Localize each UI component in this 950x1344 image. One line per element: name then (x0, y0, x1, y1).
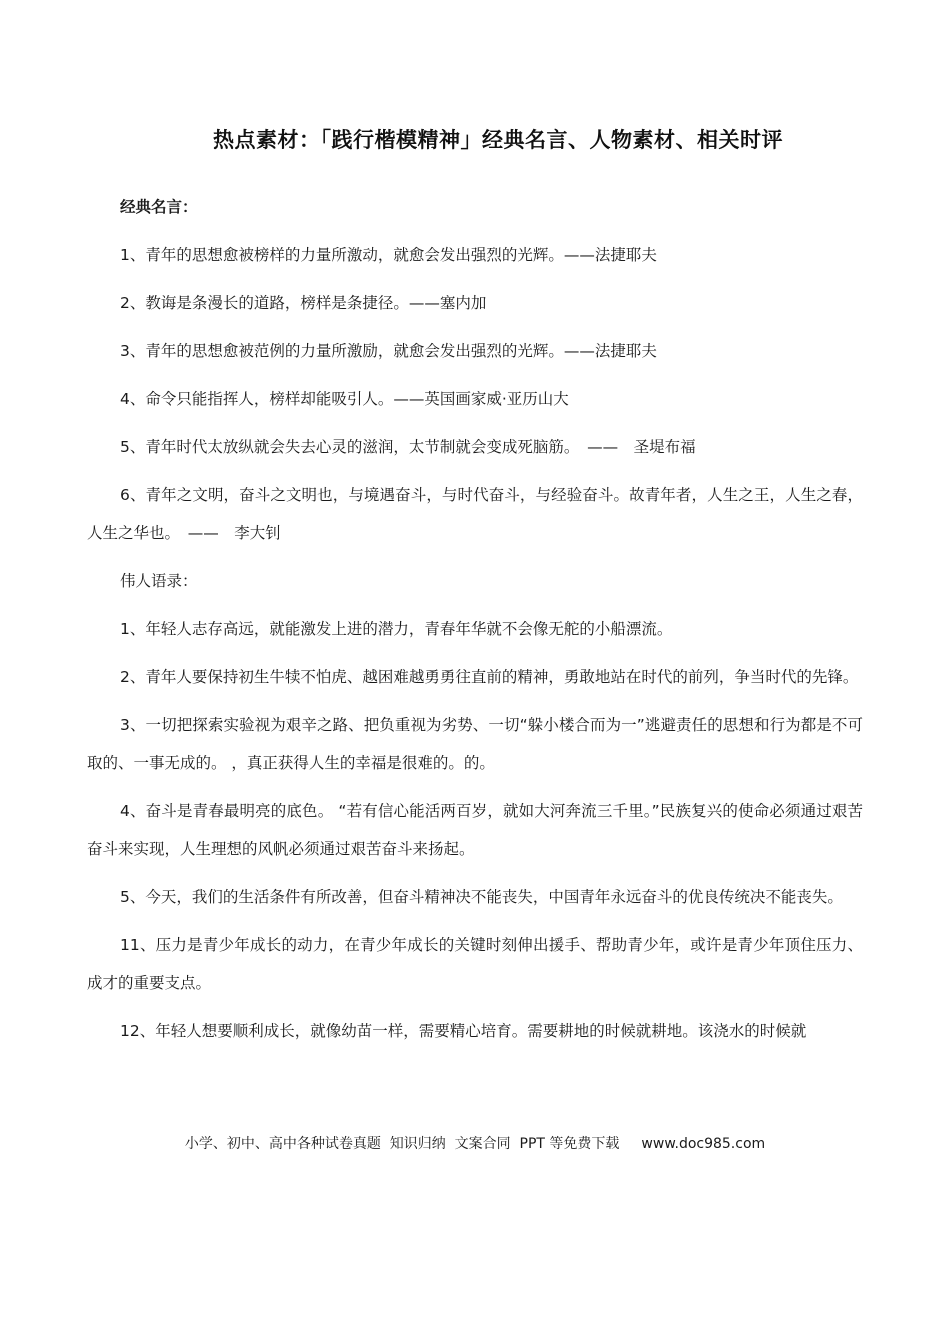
quote-item: 2、教诲是条漫长的道路，榜样是条捷径。——塞内加 (120, 294, 487, 312)
quote-item: 1、青年的思想愈被榜样的力量所激动，就愈会发出强烈的光辉。——法捷耶夫 (120, 246, 657, 264)
document-body (87, 188, 863, 1060)
section-heading-quotes: 经典名言： (120, 198, 198, 216)
section-heading-sayings: 伟人语录： (120, 572, 198, 590)
saying-item: 12、年轻人想要顺利成长，就像幼苗一样，需要精心培育。需要耕地的时候就耕地。该浇水的时候就 (120, 1022, 807, 1040)
saying-item: 11、压力是青少年成长的动力，在青少年成长的关键时刻伸出援手、帮助青少年，或许是青少年顶住压力、成才的重要支点。 (87, 936, 863, 992)
quote-item: 4、命令只能指挥人，榜样却能吸引人。——英国画家威·亚历山大 (120, 390, 569, 408)
saying-item: 2、青年人要保持初生牛犊不怕虎、越困难越勇勇往直前的精神，勇敢地站在时代的前列，争当时代的先锋。 (120, 668, 859, 686)
page-footer (0, 1133, 950, 1153)
quote-item: 6、青年之文明，奋斗之文明也，与境遇奋斗，与时代奋斗，与经验奋斗。故青年者，人生之王，人生之春，人生之华也。 —— 李大钊 (87, 486, 863, 542)
quote-item: 3、青年的思想愈被范例的力量所激励，就愈会发出强烈的光辉。——法捷耶夫 (120, 342, 657, 360)
footer-text: 小学、初中、高中各种试卷真题 知识归纳 文案合同 PPT 等免费下载 (184, 1136, 620, 1152)
page-title: 热点素材：「践行楷模精神」经典名言、人物素材、相关时评 (213, 128, 783, 152)
saying-item: 4、奋斗是青春最明亮的底色。 “若有信心能活两百岁，就如大河奔流三千里。”民族复兴的使命必须通过艰苦奋斗来实现，人生理想的风帆必须通过艰苦奋斗来扬起。 (87, 802, 863, 858)
saying-item: 5、今天，我们的生活条件有所改善，但奋斗精神决不能丧失，中国青年永远奋斗的优良传统决不能丧失。 (120, 888, 843, 906)
footer-site-link[interactable]: www.doc985.com (641, 1136, 766, 1152)
saying-item: 3、一切把探索实验视为艰辛之路、把负重视为劣势、一切“躲小楼合而为一”逃避责任的思想和行为都是不可取的、一事无成的。 ，真正获得人生的幸福是很难的。的。 (87, 716, 863, 772)
quote-item: 5、青年时代太放纵就会失去心灵的滋润，太节制就会变成死脑筋。 —— 圣堤布福 (120, 438, 696, 456)
saying-item: 1、年轻人志存高远，就能激发上进的潜力，青春年华就不会像无舵的小船漂流。 (120, 620, 673, 638)
